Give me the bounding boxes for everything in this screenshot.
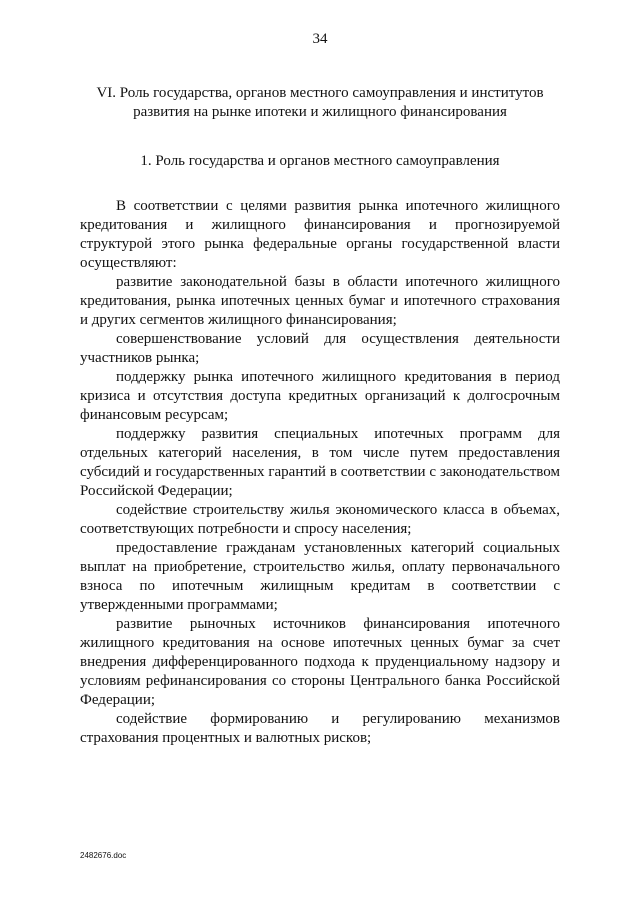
paragraph-item: содействие строительству жилья экономического класса в объемах, соответствующих потребности и спросу населения; [80,502,560,537]
page-number: 34 [312,31,328,47]
paragraph-item: поддержку развития специальных ипотечных программ для отдельных категорий населения, в том числе путем предоставления субсидий и государственных гарантий в соответствии с законодательством Российской Федерации; [80,426,560,499]
paragraph-item: поддержку рынка ипотечного жилищного кредитования в период кризиса и отсутствия доступа кредитных организаций к долгосрочным финансовым ресурсам; [80,369,560,423]
paragraph-item: развитие рыночных источников финансирования ипотечного жилищного кредитования на основе ипотечных ценных бумаг за счет внедрения дифференцированного подхода к пруденциальному надзору и условиям рефинансирования со стороны Центрального банка Российской Федерации; [80,616,560,708]
section-title [60,84,580,122]
paragraph-item: развитие законодательной базы в области ипотечного жилищного кредитования, рынка ипотечных ценных бумаг и ипотечного страхования и других сегментов жилищного финансирования; [80,274,560,328]
section-title-line-1: VI. Роль государства, органов местного самоуправления и институтов [96,85,544,101]
paragraph-intro: В соответствии с целями развития рынка ипотечного жилищного кредитования и жилищного финансирования и прогнозируемой структурой этого рынка федеральные органы государственной власти осуществляют: [80,198,560,271]
section-title-line-2: развития на рынке ипотеки и жилищного финансирования [133,104,507,120]
paragraph-item: совершенствование условий для осуществления деятельности участников рынка; [80,331,560,366]
paragraph-item: содействие формированию и регулированию механизмов страхования процентных и валютных рисков; [80,711,560,746]
document-filename: 2482676.doc [80,851,127,860]
document-body [80,197,560,748]
paragraph-item: предоставление гражданам установленных категорий социальных выплат на приобретение, строительство жилья, оплату первоначального взноса по ипотечным жилищным кредитам в соответствии с утвержденными программами; [80,540,560,613]
subsection-title: 1. Роль государства и органов местного самоуправления [140,153,500,169]
